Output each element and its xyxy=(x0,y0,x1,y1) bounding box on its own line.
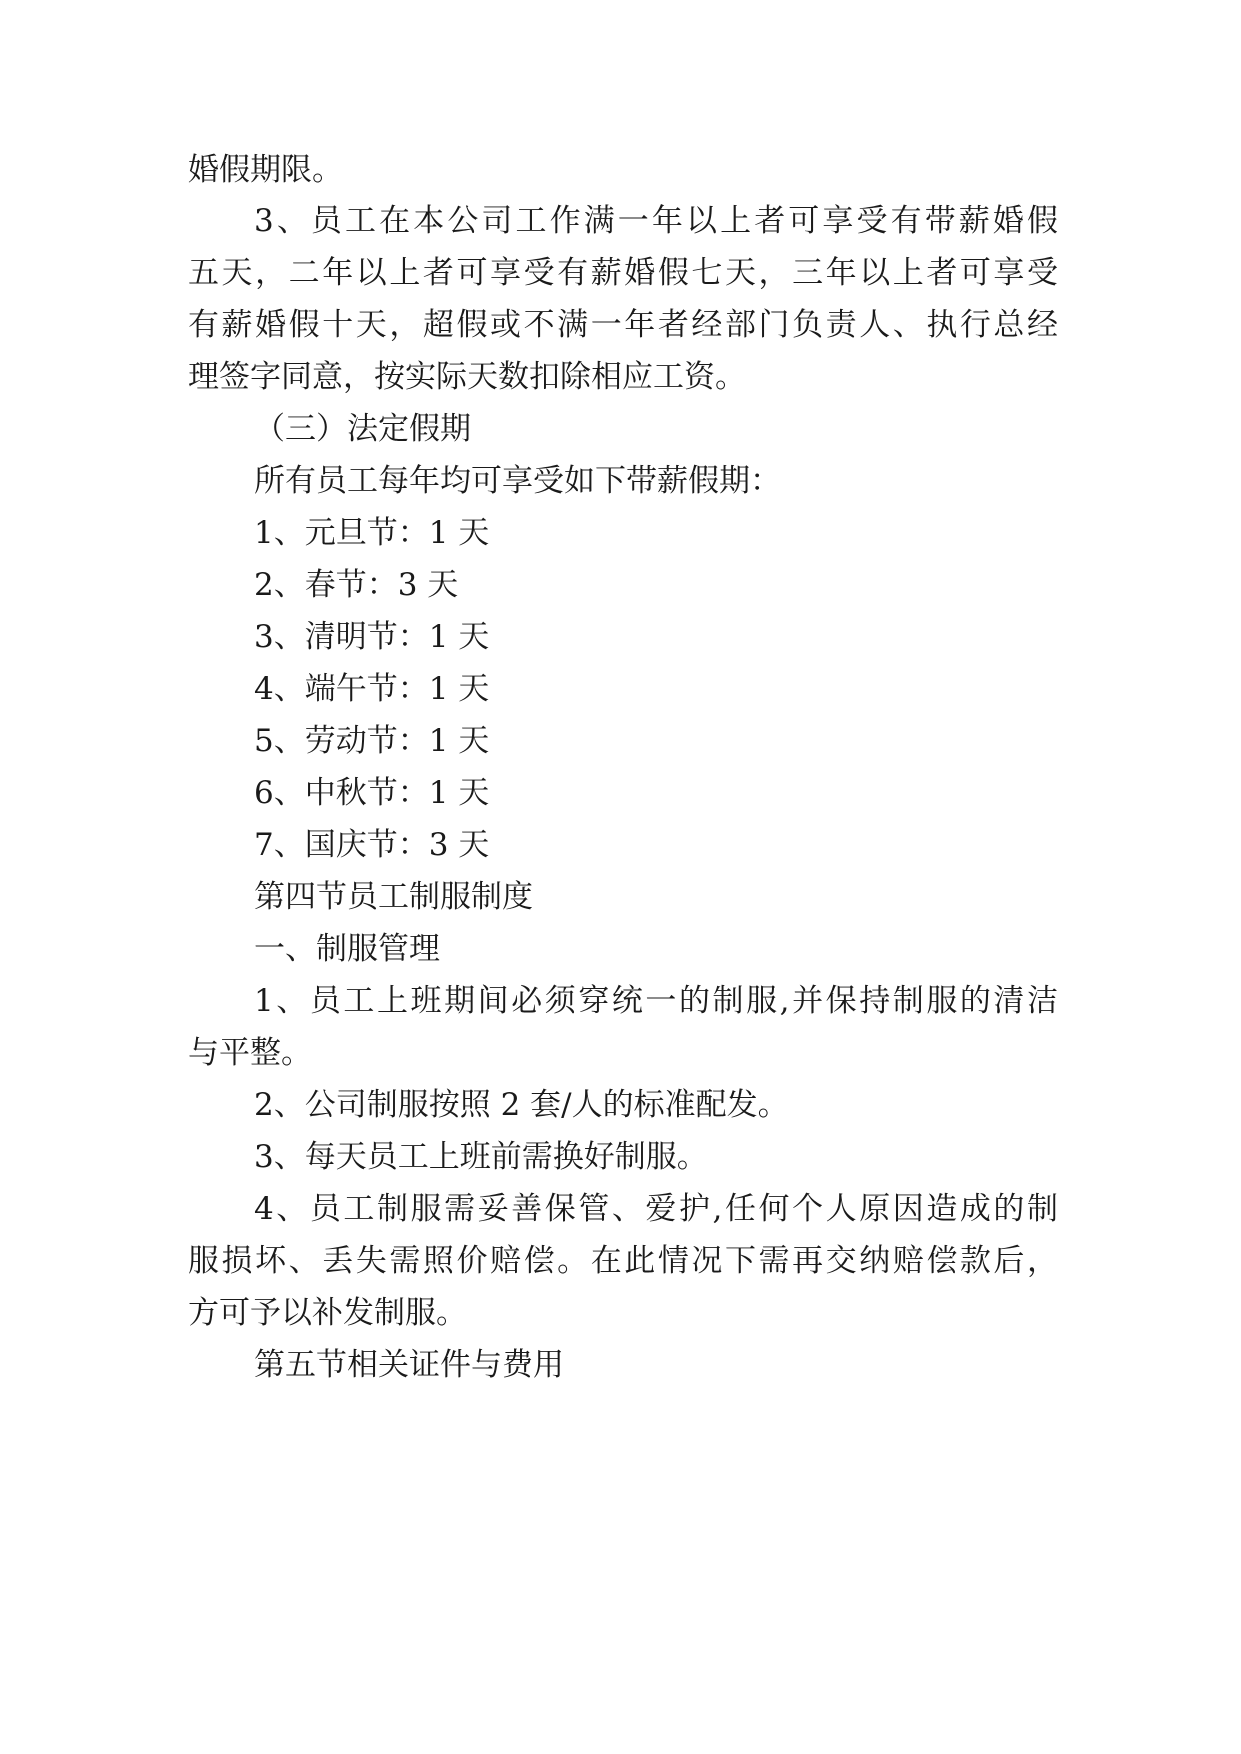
text-line: 2、公司制服按照 2 套/人的标准配发。 xyxy=(254,1087,789,1123)
list-item: 2、春节：3 天 xyxy=(254,567,459,603)
section-heading: 第五节相关证件与费用 xyxy=(254,1347,564,1383)
text-line: 理签字同意，按实际天数扣除相应工资。 xyxy=(188,359,746,395)
list-item: 6、中秋节：1 天 xyxy=(254,775,490,811)
list-item: 1、元旦节：1 天 xyxy=(254,515,490,551)
list-item: 7、国庆节：3 天 xyxy=(254,827,490,863)
text-line: 服损坏、丢失需照价赔偿。在此情况下需再交纳赔偿款后， xyxy=(188,1243,1058,1279)
text-line: 3、每天员工上班前需换好制服。 xyxy=(254,1139,708,1175)
text-line: 4、员工制服需妥善保管、爱护,任何个人原因造成的制 xyxy=(254,1191,1058,1227)
text-line: 1、员工上班期间必须穿统一的制服,并保持制服的清洁 xyxy=(254,983,1058,1019)
list-item: 3、清明节：1 天 xyxy=(254,619,490,655)
section-heading: 第四节员工制服制度 xyxy=(254,879,533,915)
text-line: 与平整。 xyxy=(188,1035,312,1071)
text-line: 有薪婚假十天，超假或不满一年者经部门负责人、执行总经 xyxy=(188,307,1058,343)
text-line: 婚假期限。 xyxy=(188,152,343,188)
list-item: 5、劳动节：1 天 xyxy=(254,723,490,759)
text-line: 五天，二年以上者可享受有薪婚假七天，三年以上者可享受 xyxy=(188,255,1058,291)
text-line: 3、员工在本公司工作满一年以上者可享受有带薪婚假 xyxy=(254,203,1058,239)
text-line: 所有员工每年均可享受如下带薪假期： xyxy=(254,463,781,499)
list-item: 4、端午节：1 天 xyxy=(254,671,490,707)
section-heading: （三）法定假期 xyxy=(254,411,471,447)
subsection-heading: 一、制服管理 xyxy=(254,931,440,967)
text-line: 方可予以补发制服。 xyxy=(188,1295,467,1331)
